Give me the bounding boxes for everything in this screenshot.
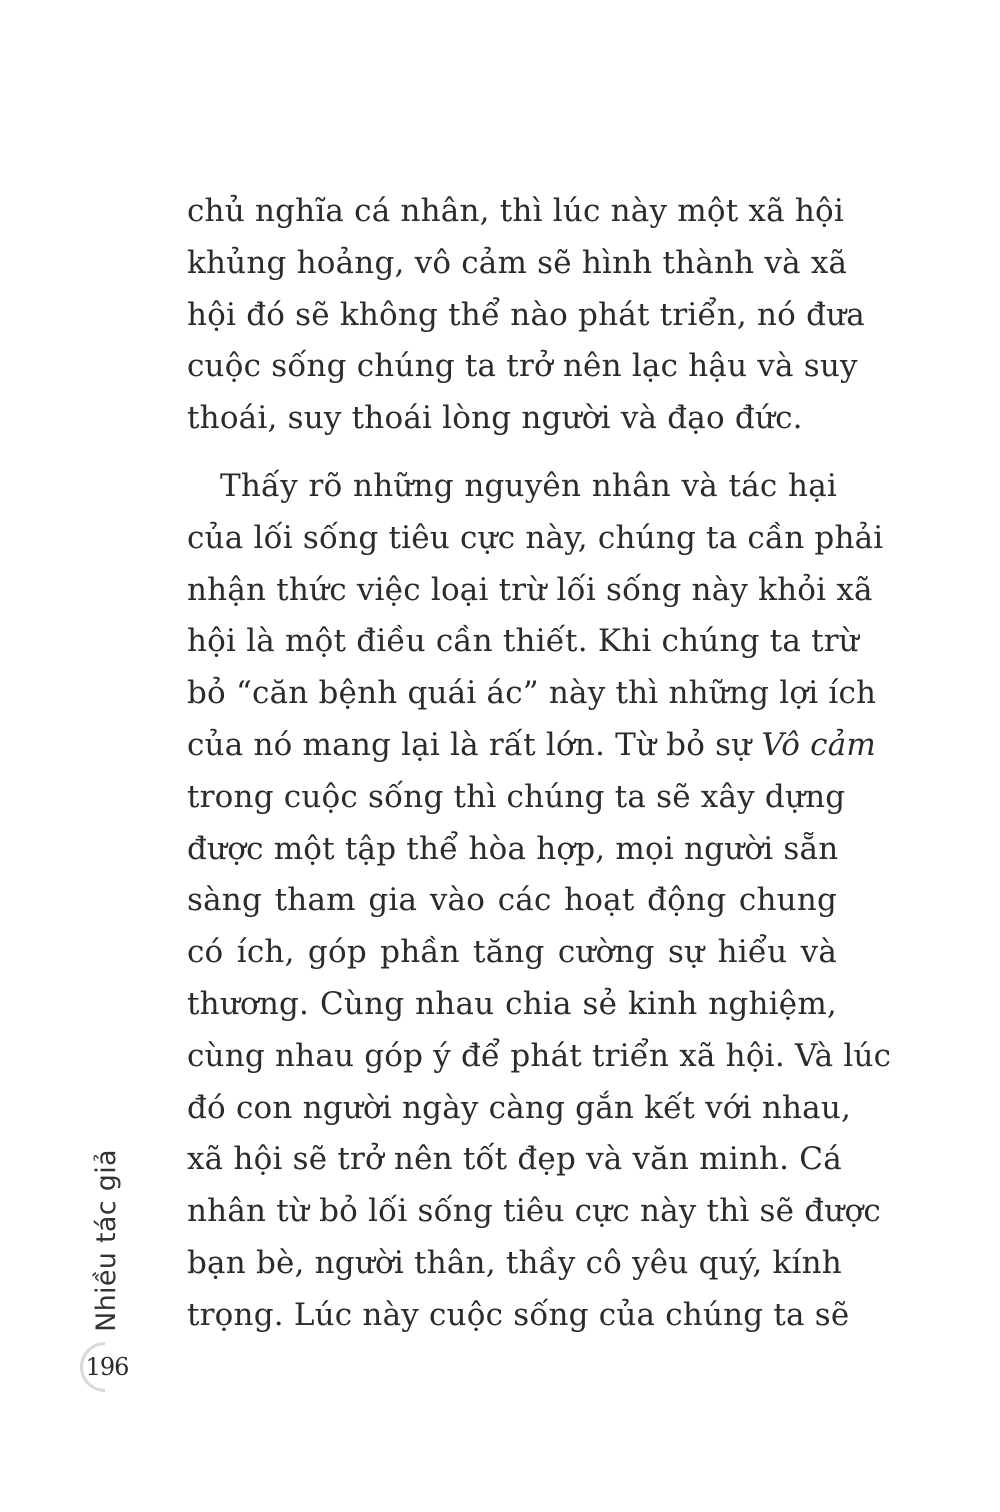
italic-phrase: Vô cảm — [761, 726, 876, 763]
text-segment: của nó mang lại là rất lớn. Từ bỏ sự — [187, 726, 752, 763]
text-line: trọng. Lúc này cuộc sống của chúng ta sẽ — [187, 1296, 850, 1333]
text-line: được một tập thể hòa hợp, mọi người sẵn — [187, 830, 839, 867]
body-text — [187, 186, 892, 1342]
text-line: bạn bè, người thân, thầy cô yêu quý, kính — [187, 1244, 842, 1281]
text-line: Thấy rõ những nguyên nhân và tác hại — [220, 467, 837, 504]
text-line: trong cuộc sống thì chúng ta sẽ xây dựng — [187, 778, 846, 815]
page-number: 196 — [85, 1353, 129, 1381]
text-line: chủ nghĩa cá nhân, thì lúc này một xã hội — [187, 193, 844, 229]
text-line: có ích, góp phần tăng cường sự hiểu và — [187, 934, 837, 971]
text-line: thương. Cùng nhau chia sẻ kinh nghiệm, — [187, 985, 837, 1022]
page-number-badge — [80, 1342, 130, 1392]
text-line: của lối sống tiêu cực này, chúng ta cần phải — [187, 519, 884, 556]
text-line: cuộc sống chúng ta trở nên lạc hậu và suy — [187, 348, 858, 385]
text-line: đó con người ngày càng gắn kết với nhau, — [187, 1089, 852, 1126]
text-line: sàng tham gia vào các hoạt động chung — [187, 882, 837, 919]
text-line: xã hội sẽ trở nên tốt đẹp và văn minh. Cá — [187, 1141, 842, 1178]
paragraph-gap — [187, 445, 837, 461]
text-line: khủng hoảng, vô cảm sẽ hình thành và xã — [187, 244, 848, 281]
text-line: hội là một điều cần thiết. Khi chúng ta trừ — [187, 623, 859, 660]
text-line: cùng nhau góp ý để phát triển xã hội. Và lúc — [187, 1037, 892, 1074]
author-label: Nhiều tác giả — [90, 1148, 122, 1332]
running-header-author — [83, 1150, 129, 1330]
text-line: nhận thức việc loại trừ lối sống này khỏi xã — [187, 571, 873, 608]
text-line-with-italic — [187, 720, 876, 772]
text-line: hội đó sẽ không thể nào phát triển, nó đưa — [187, 296, 865, 333]
text-line: thoái, suy thoái lòng người và đạo đức. — [187, 400, 803, 437]
text-line: nhân từ bỏ lối sống tiêu cực này thì sẽ được — [187, 1193, 881, 1230]
text-line: bỏ “căn bệnh quái ác” này thì những lợi ích — [187, 675, 877, 712]
